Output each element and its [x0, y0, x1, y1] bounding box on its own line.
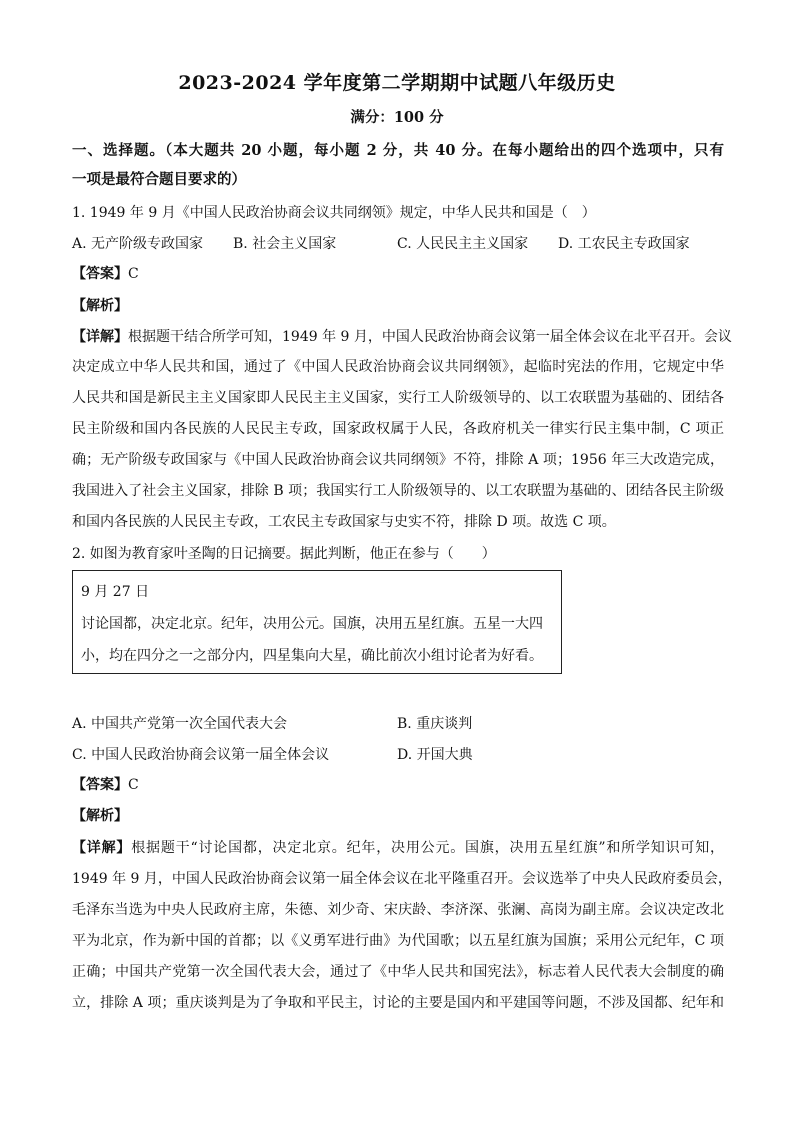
q2-option-c: C. 中国人民政治协商会议第一届全体会议 — [72, 747, 330, 763]
q2-answer — [72, 775, 724, 795]
detail-tag: 【详解】 — [72, 840, 132, 856]
q1-option-b: B. 社会主义国家 — [233, 236, 337, 252]
diary-line-1: 讨论国都，决定北京。纪年，决用公元。国旗，决用五星红旗。五星一大四 — [81, 616, 543, 632]
q2-detail-line-3: 毛泽东当选为中央人民政府主席，朱德、刘少奇、宋庆龄、李济深、张澜、高岗为副主席。会议决定改北 — [72, 902, 724, 918]
q2-detail-line-6: 立，排除 A 项；重庆谈判是为了争取和平民主，讨论的主要是国内和平建国等问题，不涉及国都、纪年和 — [72, 995, 724, 1011]
q1-detail-line-7: 和国内各民族的人民民主专政，工农民主专政国家与史实不符，排除 D 项。故选 C 项。 — [72, 514, 616, 530]
q1-analysis-tag: 【解析】 — [72, 298, 128, 314]
page-title: 2023-2024 学年度第二学期期中试题八年级历史 — [178, 72, 616, 94]
answer-value: C — [128, 777, 139, 793]
diary-excerpt-box — [72, 570, 562, 674]
q2-option-b: B. 重庆谈判 — [397, 716, 473, 732]
answer-tag: 【答案】 — [72, 266, 128, 282]
q2-option-d: D. 开国大典 — [397, 747, 473, 763]
q2-detail-line-2: 1949 年 9 月，中国人民政治协商会议第一届全体会议在北平隆重召开。会议选举了中央人民政府委员会， — [72, 871, 732, 887]
q1-detail-line-5: 确；无产阶级专政国家与《中国人民政治协商会议共同纲领》不符，排除 A 项；1956 年三大改造完成， — [72, 452, 724, 468]
diary-line-2: 小，均在四分之一之部分内，四星集向大星，确比前次小组讨论者为好看。 — [81, 648, 543, 664]
q1-detail-line-4: 民主阶级和国内各民族的人民民主专政，国家政权属于人民，各政府机关一律实行民主集中制，C 项正 — [72, 421, 724, 437]
q2-detail-line-4: 平为北京，作为新中国的首都；以《义勇军进行曲》为代国歌；以五星红旗为国旗；采用公元纪年，C 项 — [72, 933, 724, 949]
question-2-stem: 2. 如图为教育家叶圣陶的日记摘要。据此判断，他正在参与（ ） — [72, 546, 496, 562]
q1-option-c: C. 人民民主主义国家 — [397, 236, 529, 252]
section-heading-line-2: 一项是最符合题目要求的） — [72, 171, 246, 188]
answer-value: C — [128, 266, 139, 282]
q1-detail-line-3: 人民共和国是新民主主义国家即人民民主主义国家，实行工人阶级领导的、以工农联盟为基础的、团结各 — [72, 390, 724, 406]
q2-analysis-tag: 【解析】 — [72, 808, 128, 824]
q1-answer — [72, 264, 724, 284]
q1-option-a: A. 无产阶级专政国家 — [72, 236, 204, 252]
detail-tag: 【详解】 — [72, 329, 128, 345]
q2-detail-line-5: 正确；中国共产党第一次全国代表大会，通过了《中华人民共和国宪法》，标志着人民代表大会制度的确 — [72, 964, 724, 980]
answer-tag: 【答案】 — [72, 777, 128, 793]
q1-option-d: D. 工农民主专政国家 — [558, 236, 690, 252]
q1-detail-line-2: 决定成立中华人民共和国，通过了《中国人民政治协商会议共同纲领》，起临时宪法的作用，它规定中华 — [72, 359, 724, 375]
diary-date: 9 月 27 日 — [81, 584, 150, 600]
q1-detail-line-1: 【详解】根据题干结合所学可知，1949 年 9 月，中国人民政治协商会议第一届全体会议在北平召开。会议 — [72, 329, 732, 345]
question-1-stem: 1. 1949 年 9 月《中国人民政治协商会议共同纲领》规定，中华人民共和国是（ ） — [72, 205, 596, 221]
q2-option-a: A. 中国共产党第一次全国代表大会 — [72, 716, 288, 732]
full-score: 满分：100 分 — [350, 109, 444, 126]
q1-detail-line-6: 我国进入了社会主义国家，排除 B 项；我国实行工人阶级领导的、以工农联盟为基础的、团结各民主阶级 — [72, 483, 724, 499]
q2-detail-line-1: 【详解】根据题干“讨论国都，决定北京。纪年，决用公元。国旗，决用五星红旗”和所学知识可知， — [72, 840, 725, 856]
section-heading-line-1: 一、选择题。（本大题共 20 小题，每小题 2 分，共 40 分。在每小题给出的四个选项中，只有 — [72, 142, 724, 159]
